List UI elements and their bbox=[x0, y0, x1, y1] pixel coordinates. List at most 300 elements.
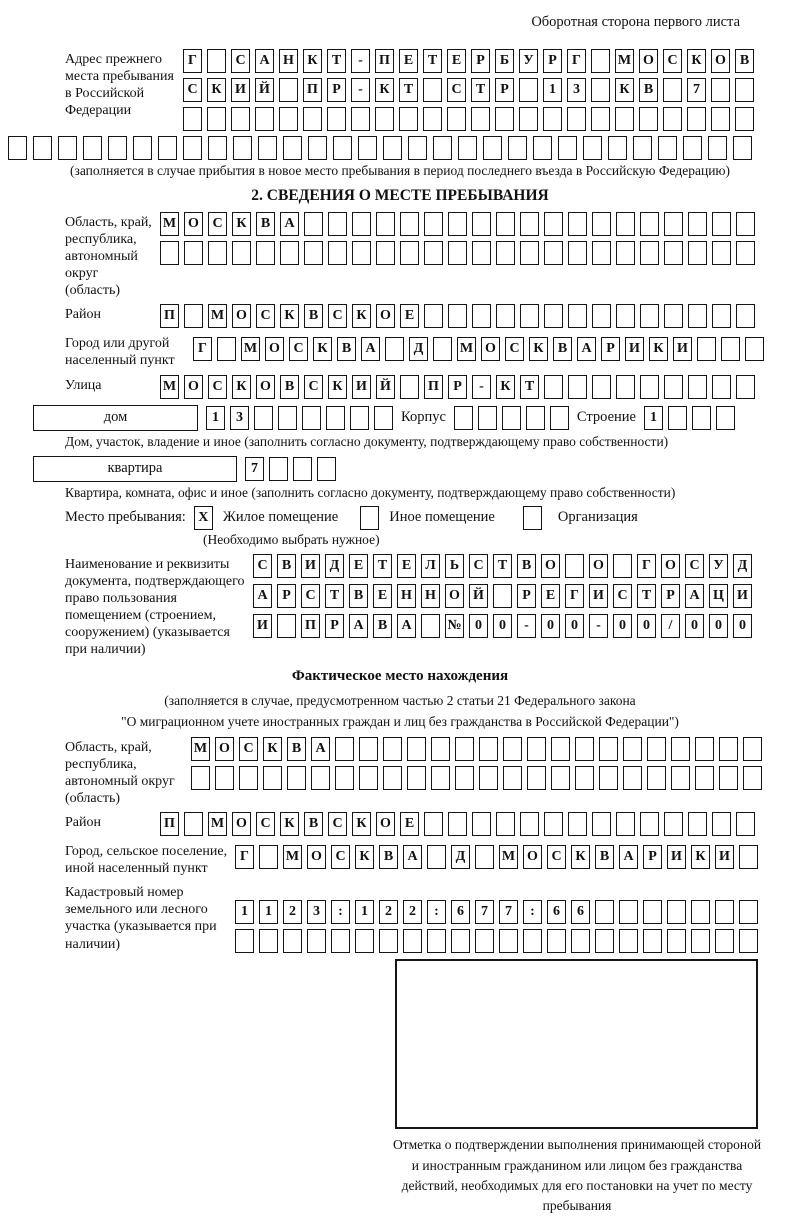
char-cell bbox=[263, 766, 282, 790]
char-cell bbox=[619, 929, 638, 953]
char-cell: А bbox=[253, 584, 272, 608]
char-cell: В bbox=[349, 584, 368, 608]
char-cell bbox=[495, 107, 514, 131]
char-cell bbox=[350, 406, 369, 430]
char-cell: С bbox=[447, 78, 466, 102]
char-cell: - bbox=[589, 614, 608, 638]
stroenie-row bbox=[644, 406, 735, 430]
char-cell bbox=[311, 766, 330, 790]
prev-address-row-1 bbox=[183, 49, 754, 73]
korpus-row bbox=[454, 406, 569, 430]
char-cell bbox=[333, 136, 352, 160]
char-cell bbox=[327, 107, 346, 131]
char-cell bbox=[712, 304, 731, 328]
cadastral-field bbox=[65, 882, 792, 953]
char-cell: Р bbox=[471, 49, 490, 73]
char-cell: 7 bbox=[499, 900, 518, 924]
char-cell bbox=[595, 929, 614, 953]
char-cell bbox=[108, 136, 127, 160]
char-cell: С bbox=[256, 304, 275, 328]
char-cell bbox=[687, 107, 706, 131]
char-cell: - bbox=[517, 614, 536, 638]
char-cell bbox=[191, 766, 210, 790]
document-row-3 bbox=[253, 614, 752, 638]
char-cell bbox=[302, 406, 321, 430]
char-cell bbox=[736, 375, 755, 399]
char-cell bbox=[472, 304, 491, 328]
char-cell: В bbox=[256, 212, 275, 236]
cadastral-rows bbox=[235, 882, 758, 953]
char-cell: А bbox=[619, 845, 638, 869]
char-cell: 2 bbox=[379, 900, 398, 924]
char-cell: Н bbox=[279, 49, 298, 73]
prev-address-rows bbox=[183, 49, 754, 131]
char-cell: С bbox=[469, 554, 488, 578]
char-cell bbox=[217, 337, 236, 361]
char-cell: К bbox=[496, 375, 515, 399]
char-cell: Й bbox=[376, 375, 395, 399]
char-cell bbox=[544, 375, 563, 399]
char-cell: С bbox=[253, 554, 272, 578]
char-cell bbox=[735, 107, 754, 131]
char-cell: И bbox=[231, 78, 250, 102]
char-cell bbox=[551, 737, 570, 761]
char-cell bbox=[307, 929, 326, 953]
char-cell bbox=[745, 337, 764, 361]
char-cell: 1 bbox=[543, 78, 562, 102]
char-cell bbox=[303, 107, 322, 131]
char-cell bbox=[304, 212, 323, 236]
char-cell bbox=[544, 241, 563, 265]
char-cell bbox=[503, 737, 522, 761]
actual-region-row-1 bbox=[191, 737, 762, 761]
region-rows bbox=[160, 212, 755, 265]
char-cell: К bbox=[615, 78, 634, 102]
char-cell: М bbox=[241, 337, 260, 361]
char-cell bbox=[269, 457, 288, 481]
char-cell: О bbox=[711, 49, 730, 73]
char-cell bbox=[355, 929, 374, 953]
char-cell bbox=[184, 241, 203, 265]
char-cell: В bbox=[304, 812, 323, 836]
char-cell: М bbox=[160, 212, 179, 236]
char-cell: К bbox=[355, 845, 374, 869]
char-cell bbox=[424, 212, 443, 236]
char-cell: К bbox=[280, 812, 299, 836]
char-cell bbox=[231, 107, 250, 131]
char-cell: 0 bbox=[493, 614, 512, 638]
char-cell: К bbox=[232, 375, 251, 399]
actual-city-field bbox=[65, 841, 792, 877]
char-cell bbox=[317, 457, 336, 481]
char-cell bbox=[493, 584, 512, 608]
apartment-row bbox=[33, 456, 792, 482]
char-cell bbox=[472, 212, 491, 236]
char-cell bbox=[568, 304, 587, 328]
char-cell bbox=[158, 136, 177, 160]
char-cell: : bbox=[523, 900, 542, 924]
char-cell: О bbox=[232, 304, 251, 328]
char-cell: В bbox=[280, 375, 299, 399]
char-cell bbox=[736, 304, 755, 328]
char-cell bbox=[523, 929, 542, 953]
char-cell bbox=[667, 929, 686, 953]
char-cell bbox=[256, 241, 275, 265]
apartment-caption: Квартира, комната, офис и иное (заполнить согласно документу, подтверждающему право собственности) bbox=[65, 484, 676, 500]
char-cell bbox=[83, 136, 102, 160]
char-cell: Г bbox=[183, 49, 202, 73]
char-cell bbox=[591, 107, 610, 131]
char-cell: Т bbox=[373, 554, 392, 578]
region-row-2 bbox=[160, 241, 755, 265]
char-cell bbox=[278, 406, 297, 430]
char-cell: М bbox=[191, 737, 210, 761]
char-cell bbox=[304, 241, 323, 265]
stay-type-option-other: Иное помещение bbox=[389, 509, 495, 526]
char-cell bbox=[475, 929, 494, 953]
char-cell: 7 bbox=[687, 78, 706, 102]
char-cell bbox=[623, 766, 642, 790]
char-cell: О bbox=[184, 212, 203, 236]
char-cell: Т bbox=[471, 78, 490, 102]
char-cell: Н bbox=[397, 584, 416, 608]
char-cell bbox=[383, 766, 402, 790]
char-cell bbox=[423, 107, 442, 131]
char-cell bbox=[496, 212, 515, 236]
char-cell: / bbox=[661, 614, 680, 638]
char-cell: 6 bbox=[547, 900, 566, 924]
char-cell: 7 bbox=[475, 900, 494, 924]
char-cell: Е bbox=[541, 584, 560, 608]
char-cell: 0 bbox=[733, 614, 752, 638]
char-cell bbox=[688, 212, 707, 236]
char-cell bbox=[719, 737, 738, 761]
char-cell bbox=[544, 212, 563, 236]
char-cell: О bbox=[523, 845, 542, 869]
char-cell bbox=[326, 406, 345, 430]
char-cell: Д bbox=[733, 554, 752, 578]
char-cell: С bbox=[304, 375, 323, 399]
char-cell bbox=[575, 766, 594, 790]
char-cell bbox=[599, 766, 618, 790]
char-cell bbox=[664, 304, 683, 328]
char-cell: В bbox=[277, 554, 296, 578]
char-cell bbox=[647, 737, 666, 761]
char-cell bbox=[719, 766, 738, 790]
char-cell bbox=[533, 136, 552, 160]
char-cell bbox=[671, 737, 690, 761]
char-cell bbox=[471, 107, 490, 131]
char-cell bbox=[383, 737, 402, 761]
char-cell: О bbox=[232, 812, 251, 836]
char-cell: К bbox=[375, 78, 394, 102]
char-cell bbox=[448, 241, 467, 265]
char-cell: Т bbox=[637, 584, 656, 608]
char-cell: Г bbox=[637, 554, 656, 578]
char-cell bbox=[697, 337, 716, 361]
char-cell bbox=[383, 136, 402, 160]
char-cell bbox=[691, 929, 710, 953]
char-cell: М bbox=[160, 375, 179, 399]
char-cell bbox=[712, 212, 731, 236]
char-cell bbox=[591, 49, 610, 73]
char-cell: А bbox=[403, 845, 422, 869]
char-cell bbox=[736, 212, 755, 236]
char-cell bbox=[293, 457, 312, 481]
char-cell: С bbox=[331, 845, 350, 869]
char-cell: Р bbox=[327, 78, 346, 102]
char-cell bbox=[502, 406, 521, 430]
char-cell bbox=[184, 304, 203, 328]
char-cell: О bbox=[661, 554, 680, 578]
char-cell bbox=[400, 241, 419, 265]
char-cell: В bbox=[595, 845, 614, 869]
char-cell: 2 bbox=[283, 900, 302, 924]
char-cell: Е bbox=[399, 49, 418, 73]
char-cell: 3 bbox=[307, 900, 326, 924]
char-cell bbox=[433, 337, 452, 361]
char-cell: Р bbox=[277, 584, 296, 608]
char-cell: В bbox=[304, 304, 323, 328]
char-cell bbox=[715, 929, 734, 953]
char-cell: В bbox=[517, 554, 536, 578]
char-cell: И bbox=[733, 584, 752, 608]
char-cell: С bbox=[505, 337, 524, 361]
char-cell bbox=[455, 737, 474, 761]
char-cell bbox=[692, 406, 711, 430]
char-cell bbox=[455, 766, 474, 790]
char-cell: С bbox=[613, 584, 632, 608]
char-cell bbox=[215, 766, 234, 790]
char-cell bbox=[448, 304, 467, 328]
char-cell: 0 bbox=[685, 614, 704, 638]
char-cell: С bbox=[239, 737, 258, 761]
char-cell: С bbox=[663, 49, 682, 73]
actual-district-field bbox=[65, 812, 792, 836]
actual-region-label: Область, край, республика, автономный округ (область) bbox=[65, 739, 175, 807]
char-cell: С bbox=[328, 812, 347, 836]
char-cell: 0 bbox=[565, 614, 584, 638]
char-cell: Ь bbox=[445, 554, 464, 578]
char-cell: О bbox=[445, 584, 464, 608]
char-cell: К bbox=[303, 49, 322, 73]
char-cell: О bbox=[589, 554, 608, 578]
char-cell bbox=[583, 136, 602, 160]
prev-address-row-2 bbox=[183, 78, 754, 102]
char-cell bbox=[519, 78, 538, 102]
char-cell bbox=[616, 241, 635, 265]
char-cell: П bbox=[160, 812, 179, 836]
char-cell: - bbox=[472, 375, 491, 399]
char-cell bbox=[558, 136, 577, 160]
char-cell bbox=[496, 241, 515, 265]
char-cell bbox=[235, 929, 254, 953]
char-cell bbox=[447, 107, 466, 131]
char-cell bbox=[658, 136, 677, 160]
char-cell: Т bbox=[399, 78, 418, 102]
char-cell bbox=[616, 304, 635, 328]
house-named-box: дом bbox=[33, 405, 198, 431]
char-cell bbox=[695, 737, 714, 761]
char-cell: Е bbox=[447, 49, 466, 73]
char-cell: В bbox=[373, 614, 392, 638]
char-cell: А bbox=[577, 337, 596, 361]
char-cell: А bbox=[397, 614, 416, 638]
char-cell: 1 bbox=[206, 406, 225, 430]
char-cell: С bbox=[289, 337, 308, 361]
char-cell bbox=[743, 737, 762, 761]
char-cell bbox=[472, 241, 491, 265]
char-cell bbox=[160, 241, 179, 265]
char-cell: К bbox=[232, 212, 251, 236]
char-cell bbox=[712, 375, 731, 399]
char-cell: А bbox=[280, 212, 299, 236]
char-cell bbox=[715, 900, 734, 924]
char-cell bbox=[207, 107, 226, 131]
char-cell bbox=[568, 812, 587, 836]
document-row-1 bbox=[253, 554, 752, 578]
char-cell: А bbox=[361, 337, 380, 361]
char-cell: С bbox=[208, 212, 227, 236]
char-cell bbox=[407, 737, 426, 761]
apartment-number-row bbox=[245, 457, 336, 481]
char-cell bbox=[568, 375, 587, 399]
street-field bbox=[65, 375, 792, 399]
char-cell: Ц bbox=[709, 584, 728, 608]
char-cell bbox=[599, 737, 618, 761]
char-cell: В bbox=[287, 737, 306, 761]
cadastral-row-2 bbox=[235, 929, 758, 953]
char-cell bbox=[8, 136, 27, 160]
char-cell bbox=[544, 304, 563, 328]
char-cell: К bbox=[280, 304, 299, 328]
char-cell bbox=[633, 136, 652, 160]
char-cell bbox=[568, 241, 587, 265]
street-row bbox=[160, 375, 755, 399]
char-cell: Р bbox=[601, 337, 620, 361]
char-cell bbox=[258, 136, 277, 160]
char-cell bbox=[647, 766, 666, 790]
char-cell: Г bbox=[565, 584, 584, 608]
char-cell bbox=[592, 241, 611, 265]
char-cell bbox=[427, 845, 446, 869]
char-cell bbox=[277, 614, 296, 638]
char-cell bbox=[376, 241, 395, 265]
char-cell: Т bbox=[423, 49, 442, 73]
char-cell bbox=[359, 766, 378, 790]
char-cell: У bbox=[519, 49, 538, 73]
char-cell bbox=[328, 241, 347, 265]
char-cell bbox=[639, 107, 658, 131]
char-cell: М bbox=[208, 812, 227, 836]
char-cell bbox=[711, 78, 730, 102]
char-cell bbox=[688, 304, 707, 328]
char-cell bbox=[421, 614, 440, 638]
char-cell bbox=[232, 241, 251, 265]
section2-title: 2. СВЕДЕНИЯ О МЕСТЕ ПРЕБЫВАНИЯ bbox=[251, 187, 549, 204]
char-cell bbox=[568, 212, 587, 236]
char-cell bbox=[688, 375, 707, 399]
char-cell: Г bbox=[235, 845, 254, 869]
char-cell bbox=[592, 812, 611, 836]
char-cell bbox=[331, 929, 350, 953]
char-cell: Д bbox=[451, 845, 470, 869]
char-cell bbox=[475, 845, 494, 869]
char-cell bbox=[403, 929, 422, 953]
stay-type-checkbox-organization bbox=[523, 506, 542, 530]
registration-mark-caption: Отметка о подтверждении выполнения принимающей стороной и иностранным гражданином или лицом без гражданства действий, необходимых для его постановки на учет по месту пребывания bbox=[392, 1137, 762, 1214]
char-cell bbox=[133, 136, 152, 160]
char-cell: О bbox=[481, 337, 500, 361]
char-cell bbox=[183, 136, 202, 160]
char-cell bbox=[695, 766, 714, 790]
char-cell bbox=[739, 845, 758, 869]
char-cell: П bbox=[303, 78, 322, 102]
char-cell bbox=[283, 929, 302, 953]
char-cell bbox=[663, 78, 682, 102]
char-cell: Д bbox=[409, 337, 428, 361]
char-cell bbox=[407, 766, 426, 790]
korpus-label: Корпус bbox=[401, 409, 446, 426]
prev-address-caption: (заполняется в случае прибытия в новое место пребывания в период последнего въезда в Российскую Федерацию) bbox=[69, 163, 731, 178]
char-cell bbox=[520, 304, 539, 328]
stay-type-option-residential: Жилое помещение bbox=[222, 509, 339, 526]
char-cell bbox=[565, 554, 584, 578]
char-cell bbox=[400, 375, 419, 399]
char-cell bbox=[643, 900, 662, 924]
char-cell bbox=[551, 766, 570, 790]
char-cell: С bbox=[328, 304, 347, 328]
char-cell: К bbox=[649, 337, 668, 361]
char-cell bbox=[527, 766, 546, 790]
char-cell bbox=[735, 78, 754, 102]
char-cell: И bbox=[625, 337, 644, 361]
document-label: Наименование и реквизиты документа, подтверждающего право пользования помещением (строением, сооружением) (указывается при наличии) bbox=[65, 556, 245, 657]
char-cell: О bbox=[256, 375, 275, 399]
char-cell bbox=[424, 304, 443, 328]
char-cell bbox=[255, 107, 274, 131]
char-cell bbox=[448, 212, 467, 236]
char-cell: Т bbox=[325, 584, 344, 608]
char-cell bbox=[520, 241, 539, 265]
char-cell bbox=[448, 812, 467, 836]
district-field bbox=[65, 304, 792, 328]
char-cell: Р bbox=[643, 845, 662, 869]
char-cell: Л bbox=[421, 554, 440, 578]
char-cell bbox=[279, 107, 298, 131]
document-field bbox=[65, 554, 792, 658]
char-cell bbox=[479, 737, 498, 761]
char-cell: М bbox=[615, 49, 634, 73]
char-cell bbox=[499, 929, 518, 953]
char-cell: У bbox=[709, 554, 728, 578]
char-cell: 0 bbox=[613, 614, 632, 638]
char-cell bbox=[335, 766, 354, 790]
char-cell: Б bbox=[495, 49, 514, 73]
char-cell: Р bbox=[517, 584, 536, 608]
char-cell bbox=[543, 107, 562, 131]
district-row bbox=[160, 304, 755, 328]
char-cell bbox=[451, 929, 470, 953]
char-cell bbox=[591, 78, 610, 102]
char-cell: Д bbox=[325, 554, 344, 578]
char-cell bbox=[352, 212, 371, 236]
char-cell bbox=[567, 107, 586, 131]
char-cell: И bbox=[589, 584, 608, 608]
char-cell bbox=[472, 812, 491, 836]
char-cell: К bbox=[352, 812, 371, 836]
char-cell bbox=[208, 241, 227, 265]
